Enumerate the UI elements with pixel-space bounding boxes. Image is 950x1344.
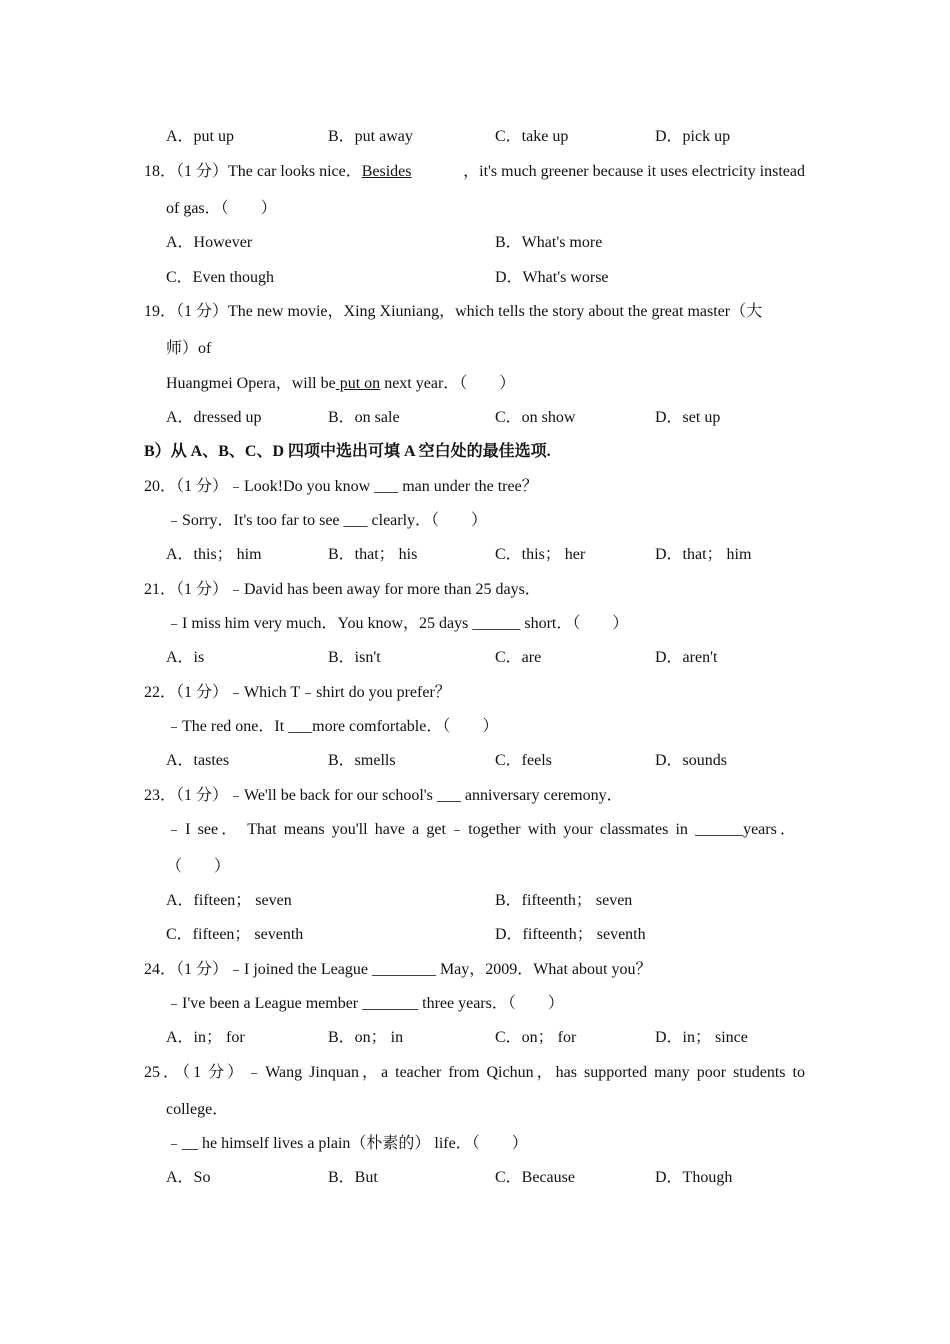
- question-19-text-post: next year．（ ）: [380, 375, 516, 392]
- option-c[interactable]: C．Even though: [166, 269, 274, 286]
- question-25-line3: ﹣__ he himself lives a plain（朴素的） life．（ ）: [166, 1135, 528, 1152]
- question-20-line2: ﹣Sorry．It's too far to see ___ clearly．（ ）: [166, 512, 488, 529]
- option-c[interactable]: C．fifteen； seventh: [166, 926, 304, 943]
- option-b[interactable]: B．isn't: [328, 649, 381, 666]
- option-d[interactable]: D．aren't: [655, 649, 718, 666]
- question-18-text-pre: 18．（1 分）The car looks nice．: [144, 163, 362, 180]
- question-19-line3: [166, 374, 515, 394]
- question-25-line2: college．: [166, 1101, 229, 1118]
- option-c[interactable]: C．this； her: [495, 546, 586, 563]
- option-d[interactable]: D．Though: [655, 1169, 733, 1186]
- option-a[interactable]: A．dressed up: [166, 409, 262, 426]
- question-18-line2: of gas．（ ）: [166, 200, 277, 217]
- question-19-line2: 师）of: [166, 340, 212, 357]
- option-d[interactable]: D．fifteenth； seventh: [495, 926, 646, 943]
- question-23-line3: （ ）: [166, 858, 231, 875]
- option-a[interactable]: A．put up: [166, 128, 235, 145]
- question-25-stem: 25．（1 分）﹣Wang Jinquan，a teacher from Qichun，has supported many poor students to: [144, 1064, 805, 1081]
- option-b[interactable]: B．What's more: [495, 234, 603, 251]
- option-a[interactable]: A．tastes: [166, 752, 230, 769]
- question-23-line2: ﹣I see． That means you'll have a get﹣together with your classmates in ______years．: [166, 821, 797, 838]
- option-d[interactable]: D．sounds: [655, 752, 728, 769]
- underlined-word: Besides: [361, 163, 412, 180]
- option-d[interactable]: D．set up: [655, 409, 721, 426]
- question-18-stem: [144, 162, 805, 182]
- option-b[interactable]: B．on； in: [328, 1029, 404, 1046]
- question-24-stem: 24．（1 分）﹣I joined the League ________ May，2009．What about you？: [144, 961, 652, 978]
- question-21-line2: ﹣I miss him very much．You know，25 days ______ short．（ ）: [166, 615, 629, 632]
- option-d[interactable]: D．pick up: [655, 128, 731, 145]
- option-d[interactable]: D．in； since: [655, 1029, 748, 1046]
- option-a[interactable]: A．in； for: [166, 1029, 245, 1046]
- option-c[interactable]: C．are: [495, 649, 542, 666]
- option-b[interactable]: B．fifteenth； seven: [495, 892, 633, 909]
- section-b-heading: B）从 A、B、C、D 四项中选出可填 A 空白处的最佳选项.: [144, 443, 551, 460]
- question-21-stem: 21．（1 分）﹣David has been away for more than 25 days．: [144, 581, 541, 598]
- option-a[interactable]: A．is: [166, 649, 205, 666]
- question-19-stem: 19．（1 分）The new movie，Xing Xiuniang，which tells the story about the great master（大: [144, 303, 763, 320]
- option-b[interactable]: B．on sale: [328, 409, 400, 426]
- option-b[interactable]: B．smells: [328, 752, 396, 769]
- question-19-text-pre: Huangmei Opera，will be: [166, 375, 336, 392]
- option-c[interactable]: C．on show: [495, 409, 576, 426]
- option-a[interactable]: A．this； him: [166, 546, 262, 563]
- question-23-stem: 23．（1 分）﹣We'll be back for our school's ___ anniversary ceremony．: [144, 787, 623, 804]
- question-20-stem: 20．（1 分）﹣Look!Do you know ___ man under the tree？: [144, 478, 538, 495]
- option-d[interactable]: D．What's worse: [495, 269, 609, 286]
- option-c[interactable]: C．take up: [495, 128, 569, 145]
- option-c[interactable]: C．Because: [495, 1169, 575, 1186]
- option-b[interactable]: B．put away: [328, 128, 413, 145]
- question-24-line2: ﹣I've been a League member _______ three years．（ ）: [166, 995, 564, 1012]
- option-c[interactable]: C．on； for: [495, 1029, 577, 1046]
- question-22-line2: ﹣The red one．It ___more comfortable．（ ）: [166, 718, 499, 735]
- option-a[interactable]: A．However: [166, 234, 253, 251]
- underlined-phrase: put on: [335, 375, 381, 392]
- option-a[interactable]: A．So: [166, 1169, 211, 1186]
- option-a[interactable]: A．fifteen； seven: [166, 892, 292, 909]
- question-18-text-post: ，it's much greener because it uses electricity instead: [463, 163, 805, 180]
- option-b[interactable]: B．that； his: [328, 546, 418, 563]
- option-b[interactable]: B．But: [328, 1169, 378, 1186]
- option-d[interactable]: D．that； him: [655, 546, 752, 563]
- option-c[interactable]: C．feels: [495, 752, 552, 769]
- question-22-stem: 22．（1 分）﹣Which T﹣shirt do you prefer？: [144, 684, 451, 701]
